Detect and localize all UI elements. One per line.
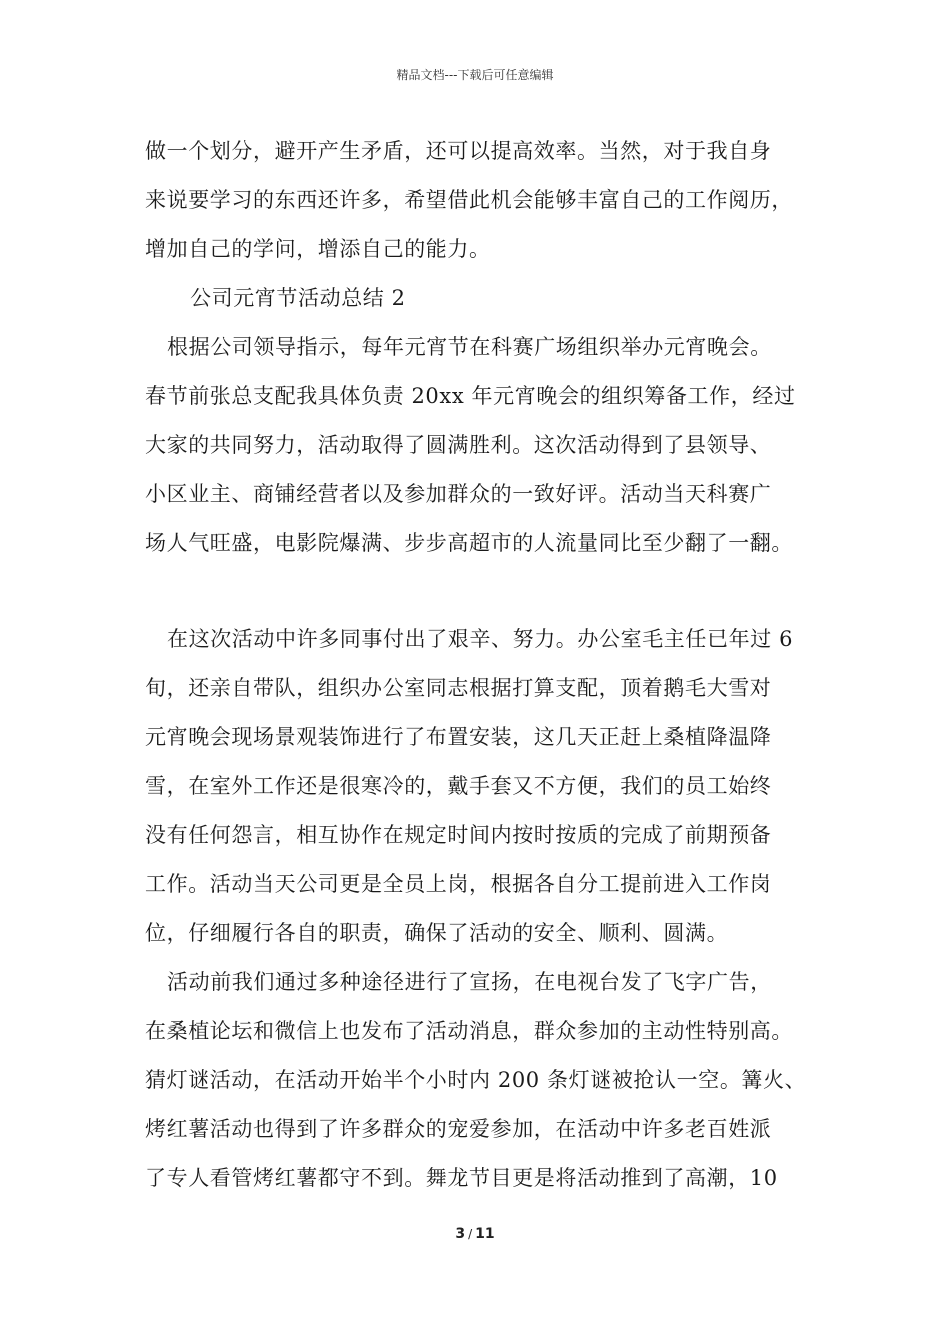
- paragraph-2: [145, 323, 835, 568]
- text-line: 烤红薯活动也得到了许多群众的宠爱参加，在活动中许多老百姓派: [145, 1117, 772, 1141]
- text-line: 在这次活动中许多同事付出了艰辛、努力。办公室毛主任已年过 6: [167, 627, 794, 651]
- text-line: 小区业主、商铺经营者以及参加群众的一致好评。活动当天科赛广: [145, 482, 772, 506]
- text-line: 工作。活动当天公司更是全员上岗，根据各自分工提前进入工作岗: [145, 872, 772, 896]
- text-line: 雪，在室外工作还是很寒冷的，戴手套又不方便，我们的员工始终: [145, 774, 772, 798]
- text-line: 增加自己的学问，增添自己的能力。: [145, 237, 491, 261]
- text-line: 没有任何怨言，相互协作在规定时间内按时按质的完成了前期预备: [145, 823, 772, 847]
- text-line: 来说要学习的东西还许多，希望借此机会能够丰富自己的工作阅历，: [145, 188, 793, 212]
- text-line: 元宵晚会现场景观装饰进行了布置安装，这几天正赶上桑植降温降: [145, 725, 772, 749]
- current-page: 3: [455, 1226, 466, 1242]
- document-body: [145, 127, 835, 1203]
- text-line: 场人气旺盛，电影院爆满、步步高超市的人流量同比至少翻了一翻。: [145, 531, 793, 555]
- text-line: 旬，还亲自带队，组织办公室同志根据打算支配，顶着鹅毛大雪对: [145, 676, 772, 700]
- page-separator: /: [468, 1227, 473, 1241]
- text-line: 猜灯谜活动，在活动开始半个小时内 200 条灯谜被抢认一空。篝火、: [145, 1068, 807, 1092]
- page-number: [0, 1226, 950, 1242]
- total-pages: 11: [475, 1226, 495, 1242]
- text-line: 做一个划分，避开产生矛盾，还可以提高效率。当然，对于我自身: [145, 139, 772, 163]
- text-line: 在桑植论坛和微信上也发布了活动消息，群众参加的主动性特别高。: [145, 1019, 793, 1043]
- text-line: 位，仔细履行各自的职责，确保了活动的安全、顺利、圆满。: [145, 921, 729, 945]
- text-line: 了专人看管烤红薯都守不到。舞龙节目更是将活动推到了高潮，10: [145, 1166, 778, 1190]
- text-line: 活动前我们通过多种途径进行了宣扬，在电视台发了飞字广告，: [167, 970, 772, 994]
- page-header: 精品文档---下载后可任意编辑: [396, 68, 554, 82]
- paragraph-3: [145, 615, 835, 958]
- text-line: 根据公司领导指示，每年元宵节在科赛广场组织举办元宵晚会。: [167, 335, 772, 359]
- text-line: 大家的共同努力，活动取得了圆满胜利。这次活动得到了县领导、: [145, 433, 772, 457]
- blank-line: [145, 568, 835, 615]
- section-heading: 公司元宵节活动总结 2: [190, 286, 406, 310]
- text-line: 春节前张总支配我具体负责 20xx 年元宵晚会的组织筹备工作，经过: [145, 384, 796, 408]
- paragraph-1: [145, 127, 835, 274]
- paragraph-4: [145, 958, 835, 1203]
